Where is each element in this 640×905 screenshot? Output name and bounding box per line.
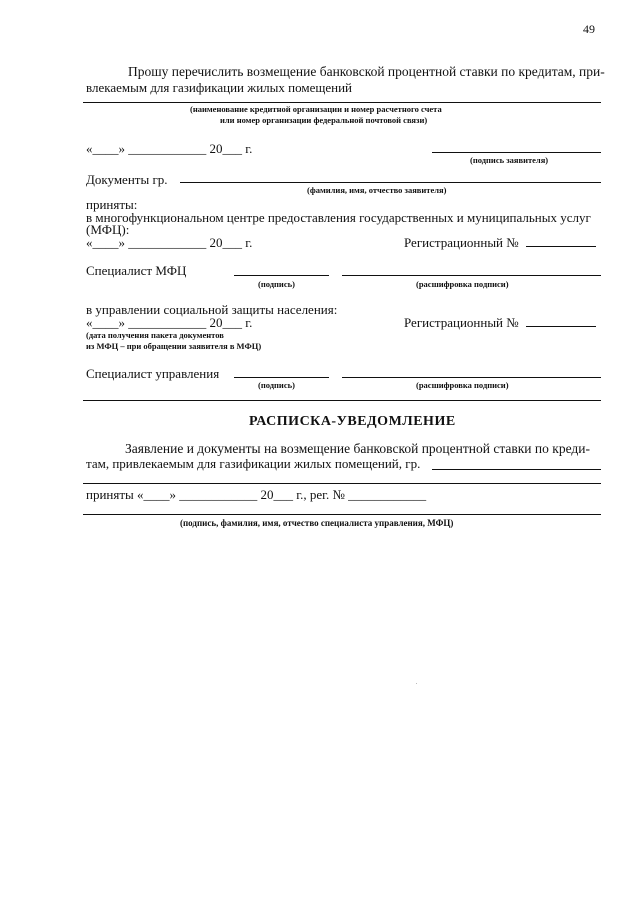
receipt-accepted-line: приняты «____» ____________ 20___ г., рег. № ____________	[86, 487, 427, 502]
bank-caption-line-2: или номер организации федеральной почтовой связи)	[220, 115, 428, 125]
mfc-date-line: «____» ____________ 20___ г.	[86, 235, 253, 250]
department-signature-decode-field-line[interactable]	[342, 377, 601, 378]
packet-caption-line-2: из МФЦ – при обращении заявителя в МФЦ)	[86, 341, 262, 351]
documents-label: Документы гр.	[86, 172, 168, 187]
department-signature-decode-caption: (расшифровка подписи)	[416, 380, 509, 390]
mfc-line-1: в многофункциональном центре предоставления государственных и муниципальных услуг	[86, 210, 591, 225]
accepted-label: приняты:	[86, 197, 138, 212]
mfc-signature-field-line[interactable]	[234, 275, 329, 276]
department-signature-caption: (подпись)	[258, 380, 295, 390]
applicant-name-field-line[interactable]	[180, 182, 601, 183]
scan-dot	[416, 683, 417, 684]
mfc-reg-number-label: Регистрационный №	[404, 235, 519, 250]
receipt-body-line-2: там, привлекаемым для газификации жилых помещений, гр.	[86, 456, 421, 471]
bank-caption-line-1: (наименование кредитной организации и номер расчетного счета	[190, 104, 442, 114]
mfc-signature-decode-caption: (расшифровка подписи)	[416, 279, 509, 289]
receipt-body-line-1: Заявление и документы на возмещение банковской процентной ставки по креди-	[125, 441, 590, 456]
request-line-2: влекаемым для газификации жилых помещений	[86, 80, 353, 95]
section-divider	[83, 400, 601, 401]
mfc-line-2: (МФЦ):	[86, 222, 130, 237]
page-number: 49	[583, 22, 595, 36]
receipt-signature-field-line[interactable]	[83, 514, 601, 515]
department-signature-field-line[interactable]	[234, 377, 329, 378]
application-date-line: «____» ____________ 20___ г.	[86, 141, 253, 156]
packet-caption-line-1: (дата получения пакета документов	[86, 330, 224, 340]
receipt-footer-caption: (подпись, фамилия, имя, отчество специалиста управления, МФЦ)	[180, 518, 454, 528]
mfc-specialist-label: Специалист МФЦ	[86, 263, 187, 278]
applicant-name-caption: (фамилия, имя, отчество заявителя)	[307, 185, 447, 195]
request-line-1: Прошу перечислить возмещение банковской процентной ставки по кредитам, при-	[128, 64, 605, 79]
receipt-divider	[83, 483, 601, 484]
receipt-applicant-field-line[interactable]	[432, 469, 601, 470]
department-specialist-label: Специалист управления	[86, 366, 220, 381]
applicant-signature-caption: (подпись заявителя)	[470, 155, 549, 165]
social-reg-number-field-line[interactable]	[526, 326, 596, 327]
social-department-label: в управлении социальной защиты населения:	[86, 302, 338, 317]
mfc-reg-number-field-line[interactable]	[526, 246, 596, 247]
bank-name-field-line[interactable]	[83, 102, 601, 103]
mfc-signature-decode-field-line[interactable]	[342, 275, 601, 276]
receipt-title: РАСПИСКА-УВЕДОМЛЕНИЕ	[249, 414, 456, 429]
social-date-line: «____» ____________ 20___ г.	[86, 315, 253, 330]
applicant-signature-field-line[interactable]	[432, 152, 601, 153]
social-reg-number-label: Регистрационный №	[404, 315, 519, 330]
mfc-signature-caption: (подпись)	[258, 279, 295, 289]
